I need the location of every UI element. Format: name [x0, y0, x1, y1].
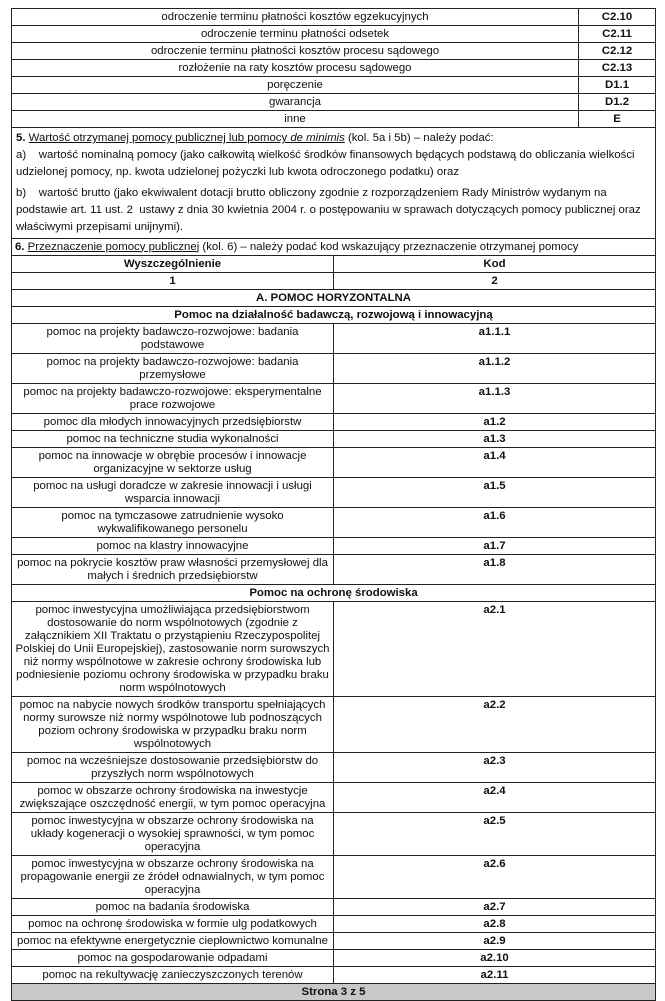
form-of-aid-table — [11, 8, 656, 128]
section-6-number: 6. — [15, 240, 25, 253]
row-code: a2.8 — [334, 916, 656, 933]
row-code: a2.1 — [334, 602, 656, 697]
table-row — [12, 414, 656, 431]
row-label: pomoc na innowacje w obrębie procesów i innowacje organizacyjne w sektorze usług — [12, 448, 334, 478]
group-environment-header: Pomoc na ochronę środowiska — [12, 585, 656, 602]
row-code: C2.11 — [579, 26, 656, 43]
table-row — [12, 697, 656, 753]
row-code: a2.10 — [334, 950, 656, 967]
column-header-description: Wyszczególnienie — [12, 256, 334, 273]
aid-purpose-table — [11, 238, 656, 1001]
table-row — [12, 9, 656, 26]
table-row — [12, 950, 656, 967]
row-code: a2.7 — [334, 899, 656, 916]
row-code: a1.7 — [334, 538, 656, 555]
table-row — [12, 77, 656, 94]
row-label: pomoc na klastry innowacyjne — [12, 538, 334, 555]
table-row — [12, 899, 656, 916]
table-row — [12, 856, 656, 899]
row-code: a1.1.2 — [334, 354, 656, 384]
row-label: pomoc na efektywne energetycznie ciepłownictwo komunalne — [12, 933, 334, 950]
section-5 — [11, 128, 656, 238]
row-code: a1.8 — [334, 555, 656, 585]
table-row — [12, 431, 656, 448]
table-row — [12, 324, 656, 354]
row-label: pomoc na techniczne studia wykonalności — [12, 431, 334, 448]
row-code: a2.2 — [334, 697, 656, 753]
environment-group — [12, 585, 656, 602]
row-code: C2.13 — [579, 60, 656, 77]
row-label: pomoc inwestycyjna w obszarze ochrony środowiska na propagowanie energii ze źródeł odnawialnych, w tym pomoc operacyjna — [12, 856, 334, 899]
row-code: a1.2 — [334, 414, 656, 431]
row-label: pomoc na usługi doradcze w zakresie innowacji i usługi wsparcia innowacji — [12, 478, 334, 508]
row-label: poręczenie — [12, 77, 579, 94]
table-row — [12, 384, 656, 414]
table-row — [12, 967, 656, 984]
row-label: gwarancja — [12, 94, 579, 111]
table-row — [12, 508, 656, 538]
row-label: odroczenie terminu płatności odsetek — [12, 26, 579, 43]
aid-purpose-rows — [12, 239, 656, 324]
section-a-header: A. POMOC HORYZONTALNA — [12, 290, 656, 307]
section-5-item-b: b) wartość brutto (jako ekwiwalent dotacji brutto obliczony zgodnie z rozporządzeniem Rady Ministrów wydanym na podstawie art. 11 ust. 2 ustawy z dnia 30 kwietnia 2004 r. o postępowaniu w sprawach dotyczących pomocy publicznej oraz właściwymi przepisami unijnymi). — [16, 187, 644, 233]
row-code: a2.3 — [334, 753, 656, 783]
row-label: pomoc dla młodych innowacyjnych przedsiębiorstw — [12, 414, 334, 431]
section-6-heading — [12, 239, 656, 256]
row-label: pomoc na nabycie nowych środków transportu spełniających normy surowsze niż normy wspólnotowe lub podnoszących poziom ochrony środowiska w przypadku braku norm wspólnotowych — [12, 697, 334, 753]
row-code: a2.4 — [334, 783, 656, 813]
environment-aid-rows — [12, 602, 656, 984]
column-number-2: 2 — [334, 273, 656, 290]
research-aid-rows — [12, 324, 656, 585]
table-row — [12, 602, 656, 697]
section-5-item-a: a) wartość nominalną pomocy (jako całkowitą wielkość środków finansowych będących podstawą do obliczania wielkości udzielonej pomocy, np. kwota udzielonej pożyczki lub kwota odroczonego podatku) oraz — [16, 149, 638, 178]
row-label: pomoc inwestycyjna umożliwiająca przedsiębiorstwom dostosowanie do norm wspólnotowych (zgodnie z załącznikiem XII Traktatu o przystąpieniu Rzeczypospolitej Polskiej do Unii Europejskiej), zastosowanie norm surowszych niż normy wspólnotowe w zakresie ochrony środowiska lub podniesienie poziomu ochrony środowiska w przypadku braku norm wspólnotowych — [12, 602, 334, 697]
table-row — [12, 933, 656, 950]
row-label: pomoc na projekty badawczo-rozwojowe: badania przemysłowe — [12, 354, 334, 384]
table-row — [12, 555, 656, 585]
row-label: inne — [12, 111, 579, 128]
row-code: a1.1.1 — [334, 324, 656, 354]
section-5-title-rest: (kol. 5a i 5b) – należy podać: — [344, 132, 494, 144]
row-label: pomoc w obszarze ochrony środowiska na inwestycje zwiększające oszczędność energii, w tym pomoc operacyjna — [12, 783, 334, 813]
group-research-header: Pomoc na działalność badawczą, rozwojową i innowacyjną — [12, 307, 656, 324]
section-5-title: Wartość otrzymanej pomocy publicznej lub pomocy de minimis — [28, 132, 345, 144]
row-code: C2.12 — [579, 43, 656, 60]
footer-body — [12, 984, 656, 1001]
table-row — [12, 478, 656, 508]
row-code: a2.9 — [334, 933, 656, 950]
row-label: pomoc na rekultywację zanieczyszczonych terenów — [12, 967, 334, 984]
row-code: a2.6 — [334, 856, 656, 899]
row-label: pomoc na projekty badawczo-rozwojowe: eksperymentalne prace rozwojowe — [12, 384, 334, 414]
row-code: E — [579, 111, 656, 128]
row-code: a1.4 — [334, 448, 656, 478]
table-row — [12, 448, 656, 478]
section-5-number: 5. — [16, 132, 26, 144]
table-row — [12, 111, 656, 128]
row-label: pomoc na gospodarowanie odpadami — [12, 950, 334, 967]
table-row — [12, 916, 656, 933]
row-code: a2.11 — [334, 967, 656, 984]
table-row — [12, 43, 656, 60]
row-code: D1.2 — [579, 94, 656, 111]
row-code: a1.6 — [334, 508, 656, 538]
column-number-1: 1 — [12, 273, 334, 290]
row-code: D1.1 — [579, 77, 656, 94]
page-footer: Strona 3 z 5 — [12, 984, 656, 1001]
table-row — [12, 813, 656, 856]
document-page — [11, 8, 656, 1001]
table-row — [12, 753, 656, 783]
row-label: odroczenie terminu płatności kosztów egzekucyjnych — [12, 9, 579, 26]
table-row — [12, 538, 656, 555]
row-code: a1.3 — [334, 431, 656, 448]
row-label: pomoc inwestycyjna w obszarze ochrony środowiska na układy kogeneracji o wysokiej sprawności, w tym pomoc operacyjna — [12, 813, 334, 856]
column-header-code: Kod — [334, 256, 656, 273]
row-label: pomoc na tymczasowe zatrudnienie wysoko wykwalifikowanego personelu — [12, 508, 334, 538]
table-row — [12, 783, 656, 813]
table-row — [12, 354, 656, 384]
section-6-title-rest: (kol. 6) – należy podać kod wskazujący przeznaczenie otrzymanej pomocy — [199, 240, 579, 253]
row-code: C2.10 — [579, 9, 656, 26]
table-row — [12, 94, 656, 111]
row-code: a1.5 — [334, 478, 656, 508]
table-row — [12, 26, 656, 43]
row-code: a2.5 — [334, 813, 656, 856]
row-label: pomoc na badania środowiska — [12, 899, 334, 916]
form-of-aid-rows — [12, 9, 656, 128]
row-label: pomoc na wcześniejsze dostosowanie przedsiębiorstw do przyszłych norm wspólnotowych — [12, 753, 334, 783]
row-code: a1.1.3 — [334, 384, 656, 414]
section-6-title: Przeznaczenie pomocy publicznej — [27, 240, 200, 253]
table-row — [12, 60, 656, 77]
row-label: pomoc na pokrycie kosztów praw własności przemysłowej dla małych i średnich przedsiębiorstw — [12, 555, 334, 585]
row-label: pomoc na projekty badawczo-rozwojowe: badania podstawowe — [12, 324, 334, 354]
section-5-heading — [16, 130, 651, 147]
row-label: pomoc na ochronę środowiska w formie ulg podatkowych — [12, 916, 334, 933]
row-label: rozłożenie na raty kosztów procesu sądowego — [12, 60, 579, 77]
row-label: odroczenie terminu płatności kosztów procesu sądowego — [12, 43, 579, 60]
